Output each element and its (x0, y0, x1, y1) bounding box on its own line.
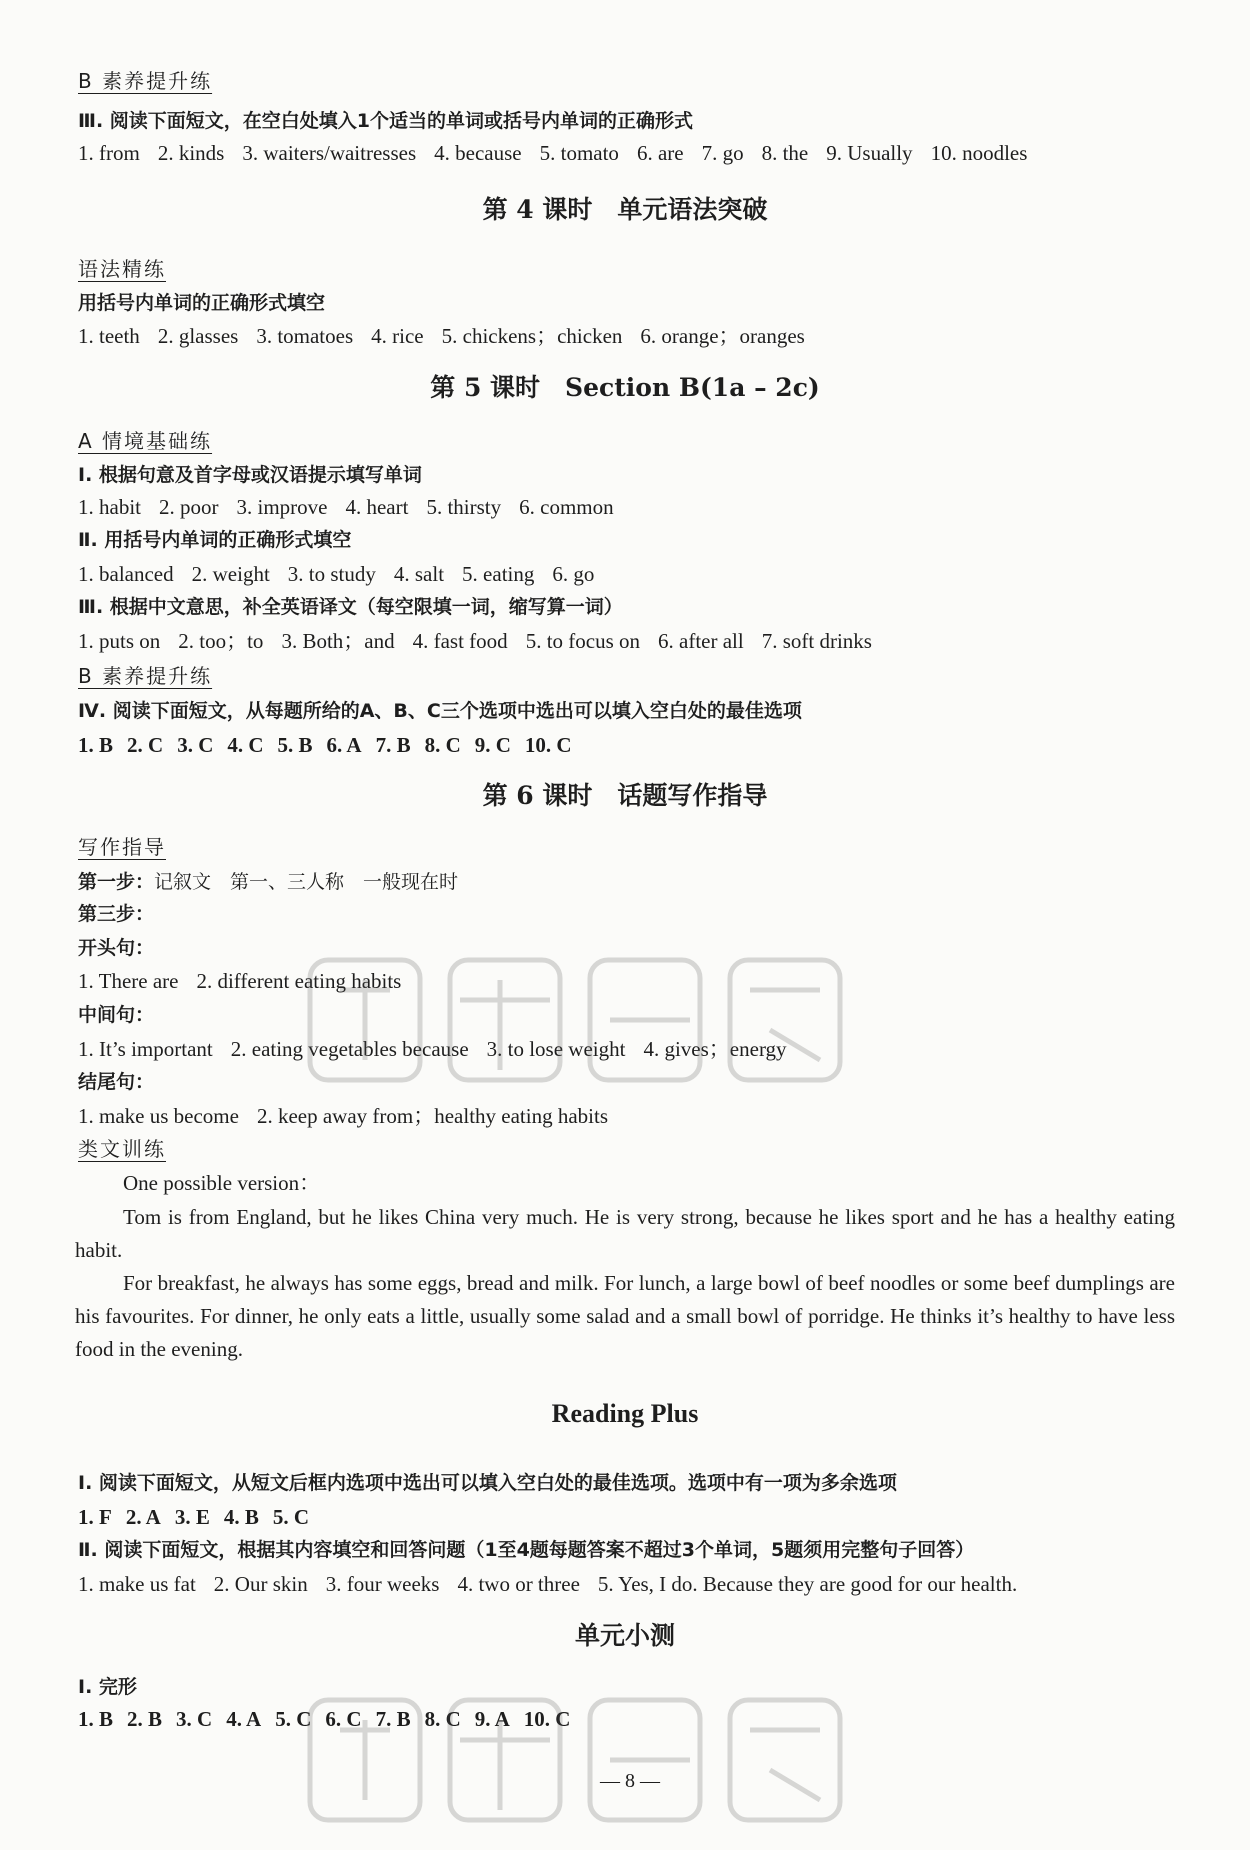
answer: 7. B (375, 733, 411, 757)
answer: 9. A (474, 1707, 510, 1731)
answer-row (78, 323, 823, 349)
step3-label: 第三步： (78, 903, 155, 925)
lesson-heading: 第 6 课时 话题写作指导 (482, 781, 768, 810)
answer: 8. the (761, 141, 809, 165)
answer: 5. C (272, 1505, 310, 1529)
instruction: Ⅰ. 阅读下面短文，从短文后框内选项中选出可以填入空白处的最佳选项。选项中有一项为多余选项 (78, 1472, 897, 1494)
section-tag: B 素养提升练 (78, 664, 213, 688)
answer: 6. A (326, 733, 362, 757)
section-tag: 类文训练 (78, 1137, 166, 1161)
answer: 4. salt (393, 562, 445, 586)
answer: 3. C (177, 733, 214, 757)
answer: 3. improve (236, 495, 328, 519)
watermark-icon (300, 940, 860, 1110)
answer-row (78, 140, 1045, 166)
instruction: Ⅰ. 完形 (78, 1676, 137, 1698)
answer: 10. C (523, 1707, 571, 1731)
answer: 2. weight (191, 562, 270, 586)
answer: 5. B (277, 733, 313, 757)
middle-label: 中间句： (78, 1004, 155, 1026)
opening-label: 开头句： (78, 937, 155, 959)
answer-row (78, 628, 890, 654)
answer-row (78, 1571, 1035, 1597)
watermark-icon (300, 1680, 860, 1850)
answer: 1. It’s important (78, 1037, 213, 1061)
answer: 3. to lose weight (486, 1037, 626, 1061)
answer: 2. C (127, 733, 164, 757)
ending-label: 结尾句： (78, 1071, 155, 1093)
answer: 4. gives；energy (643, 1037, 787, 1061)
step1-label: 第一步： (78, 871, 155, 893)
version-label: One possible version： (123, 1171, 321, 1195)
answer: 2. B (127, 1707, 163, 1731)
answer: 10. C (524, 733, 572, 757)
lesson-heading: 第 4 课时 单元语法突破 (482, 195, 768, 224)
answer: 1. B (78, 1707, 114, 1731)
answer: 3. to study (287, 562, 376, 586)
answer: 1. puts on (78, 629, 161, 653)
answer: 3. C (176, 1707, 213, 1731)
answer: 5. chickens；chicken (441, 324, 623, 348)
answer: 4. C (227, 733, 264, 757)
essay-paragraph: Tom is from England, but he likes China very much. He is very strong, because he likes sport and he has a healthy eating habit. (75, 1205, 1175, 1262)
instruction: Ⅲ. 根据中文意思，补全英语译文（每空限填一词，缩写算一词） (78, 596, 623, 618)
answer: 1. habit (78, 495, 141, 519)
answer: 2. glasses (157, 324, 239, 348)
answer: 8. C (424, 1707, 461, 1731)
answer: 6. orange；oranges (640, 324, 805, 348)
instruction: Ⅳ. 阅读下面短文，从每题所给的A、B、C三个选项中选出可以填入空白处的最佳选项 (78, 700, 802, 722)
answer: 5. tomato (539, 141, 619, 165)
answer: 2. too；to (178, 629, 264, 653)
step1-line (78, 868, 458, 895)
answer: 5. to focus on (525, 629, 641, 653)
answer: 7. B (375, 1707, 411, 1731)
answer: 5. thirsty (426, 495, 502, 519)
answer: 4. fast food (412, 629, 508, 653)
answer: 4. heart (345, 495, 409, 519)
answer: 10. noodles (930, 141, 1028, 165)
section-tag: A 情境基础练 (78, 429, 213, 453)
answer-row (78, 732, 586, 758)
answer: 5. Yes, I do. Because they are good for our health. (597, 1572, 1018, 1596)
instruction: Ⅲ. 阅读下面短文，在空白处填入1个适当的单词或括号内单词的正确形式 (78, 110, 694, 132)
section-tag: 语法精练 (78, 257, 166, 281)
instruction: Ⅱ. 阅读下面短文，根据其内容填空和回答问题（1至4题每题答案不超过3个单词，5题须用完整句子回答） (78, 1539, 975, 1561)
answer: 3. Both；and (281, 629, 395, 653)
answer: 3. E (174, 1505, 210, 1529)
answer: 6. after all (658, 629, 744, 653)
answer: 3. four weeks (325, 1572, 440, 1596)
answer: 8. C (424, 733, 461, 757)
lesson-heading: 第 5 课时 Section B(1a – 2c) (430, 373, 820, 402)
answer: 3. tomatoes (256, 324, 354, 348)
unit-test-heading: 单元小测 (574, 1621, 675, 1650)
answer-row (78, 561, 612, 587)
answer: 9. C (474, 733, 511, 757)
answer: 2. kinds (157, 141, 225, 165)
answer-row (78, 494, 632, 520)
answer: 1. balanced (78, 562, 174, 586)
answer: 4. B (223, 1505, 259, 1529)
answer: 4. rice (371, 324, 424, 348)
answer: 5. C (275, 1707, 312, 1731)
answer: 6. common (519, 495, 614, 519)
answer: 2. different eating habits (196, 969, 402, 993)
answer: 1. teeth (78, 324, 140, 348)
answer: 9. Usually (826, 141, 913, 165)
answer: 4. because (434, 141, 522, 165)
answer: 1. make us fat (78, 1572, 196, 1596)
essay-paragraph: For breakfast, he always has some eggs, bread and milk. For lunch, a large bowl of beef noodles or some beef dumplings are his favourites. For dinner, he only eats a little, usually some salad and a small bowl of porridge. He thinks it’s healthy to have less food in the evening. (75, 1271, 1175, 1361)
answer: 2. poor (159, 495, 219, 519)
section-tag: 写作指导 (78, 835, 166, 859)
section-tag: B 素养提升练 (78, 69, 213, 93)
answer-row (78, 1504, 323, 1530)
answer: 1. make us become (78, 1104, 239, 1128)
answer: 5. eating (462, 562, 535, 586)
instruction: Ⅰ. 根据句意及首字母或汉语提示填写单词 (78, 464, 422, 486)
instruction: Ⅱ. 用括号内单词的正确形式填空 (78, 529, 352, 551)
answer: 7. go (701, 141, 744, 165)
answer: 4. A (226, 1707, 262, 1731)
answer: 3. waiters/waitresses (242, 141, 417, 165)
step1-text: 记叙文 第一、三人称 一般现在时 (154, 871, 459, 893)
answer: 1. B (78, 733, 114, 757)
answer: 6. are (636, 141, 684, 165)
answer: 1. F (78, 1505, 112, 1529)
answer: 2. A (125, 1505, 161, 1529)
answer: 2. Our skin (213, 1572, 308, 1596)
answer: 1. There are (78, 969, 179, 993)
instruction: 用括号内单词的正确形式填空 (78, 292, 326, 314)
answer: 6. C (325, 1707, 362, 1731)
page-number: — 8 — (600, 1770, 660, 1792)
answer: 2. eating vegetables because (230, 1037, 469, 1061)
answer: 2. keep away from；healthy eating habits (256, 1104, 609, 1128)
answer: 4. two or three (457, 1572, 580, 1596)
answer: 7. soft drinks (761, 629, 872, 653)
reading-plus-heading: Reading Plus (551, 1399, 699, 1428)
answer: 6. go (552, 562, 595, 586)
answer: 1. from (78, 141, 140, 165)
